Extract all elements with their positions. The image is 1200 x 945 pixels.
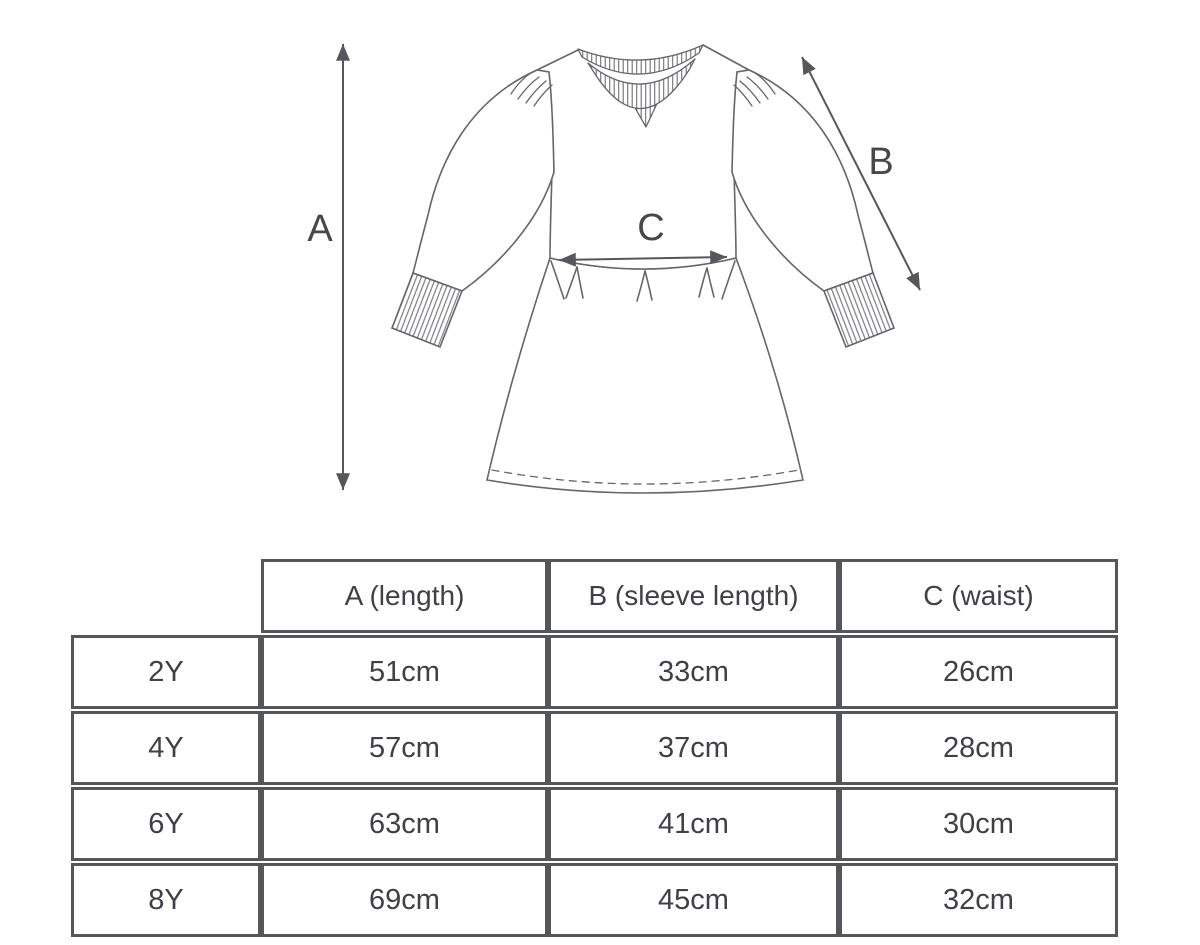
value-cell: 32cm [839, 863, 1118, 937]
value-cell: 57cm [261, 711, 548, 785]
skirt [487, 258, 803, 493]
value-cell: 69cm [261, 863, 548, 937]
size-label: 4Y [71, 711, 261, 785]
label-sleeve-b: B [868, 141, 894, 183]
value-cell: 26cm [839, 635, 1118, 709]
value-cell: 41cm [548, 787, 839, 861]
skirt-outline [487, 258, 803, 493]
header-c-waist: C (waist) [839, 559, 1118, 633]
sleeve-left [392, 70, 554, 347]
table-row [71, 635, 1118, 709]
label-length-a: A [307, 208, 333, 250]
size-label: 2Y [71, 635, 261, 709]
table-row [71, 787, 1118, 861]
table-row [71, 711, 1118, 785]
value-cell: 30cm [839, 787, 1118, 861]
table-row [71, 863, 1118, 937]
value-cell: 45cm [548, 863, 839, 937]
value-cell: 63cm [261, 787, 548, 861]
header-b-sleeve-length: B (sleeve length) [548, 559, 839, 633]
value-cell: 28cm [839, 711, 1118, 785]
sleeve-right-outline [732, 70, 873, 291]
value-cell: 51cm [261, 635, 548, 709]
label-waist-c: C [637, 207, 665, 249]
value-cell: 37cm [548, 711, 839, 785]
header-a-length: A (length) [261, 559, 548, 633]
table-header-row [71, 559, 1118, 633]
size-label: 6Y [71, 787, 261, 861]
size-label: 8Y [71, 863, 261, 937]
sleeve-left-outline [413, 70, 554, 291]
size-table [71, 557, 1118, 939]
header-blank-cell [71, 559, 261, 633]
sleeve-right [732, 70, 894, 347]
value-cell: 33cm [548, 635, 839, 709]
